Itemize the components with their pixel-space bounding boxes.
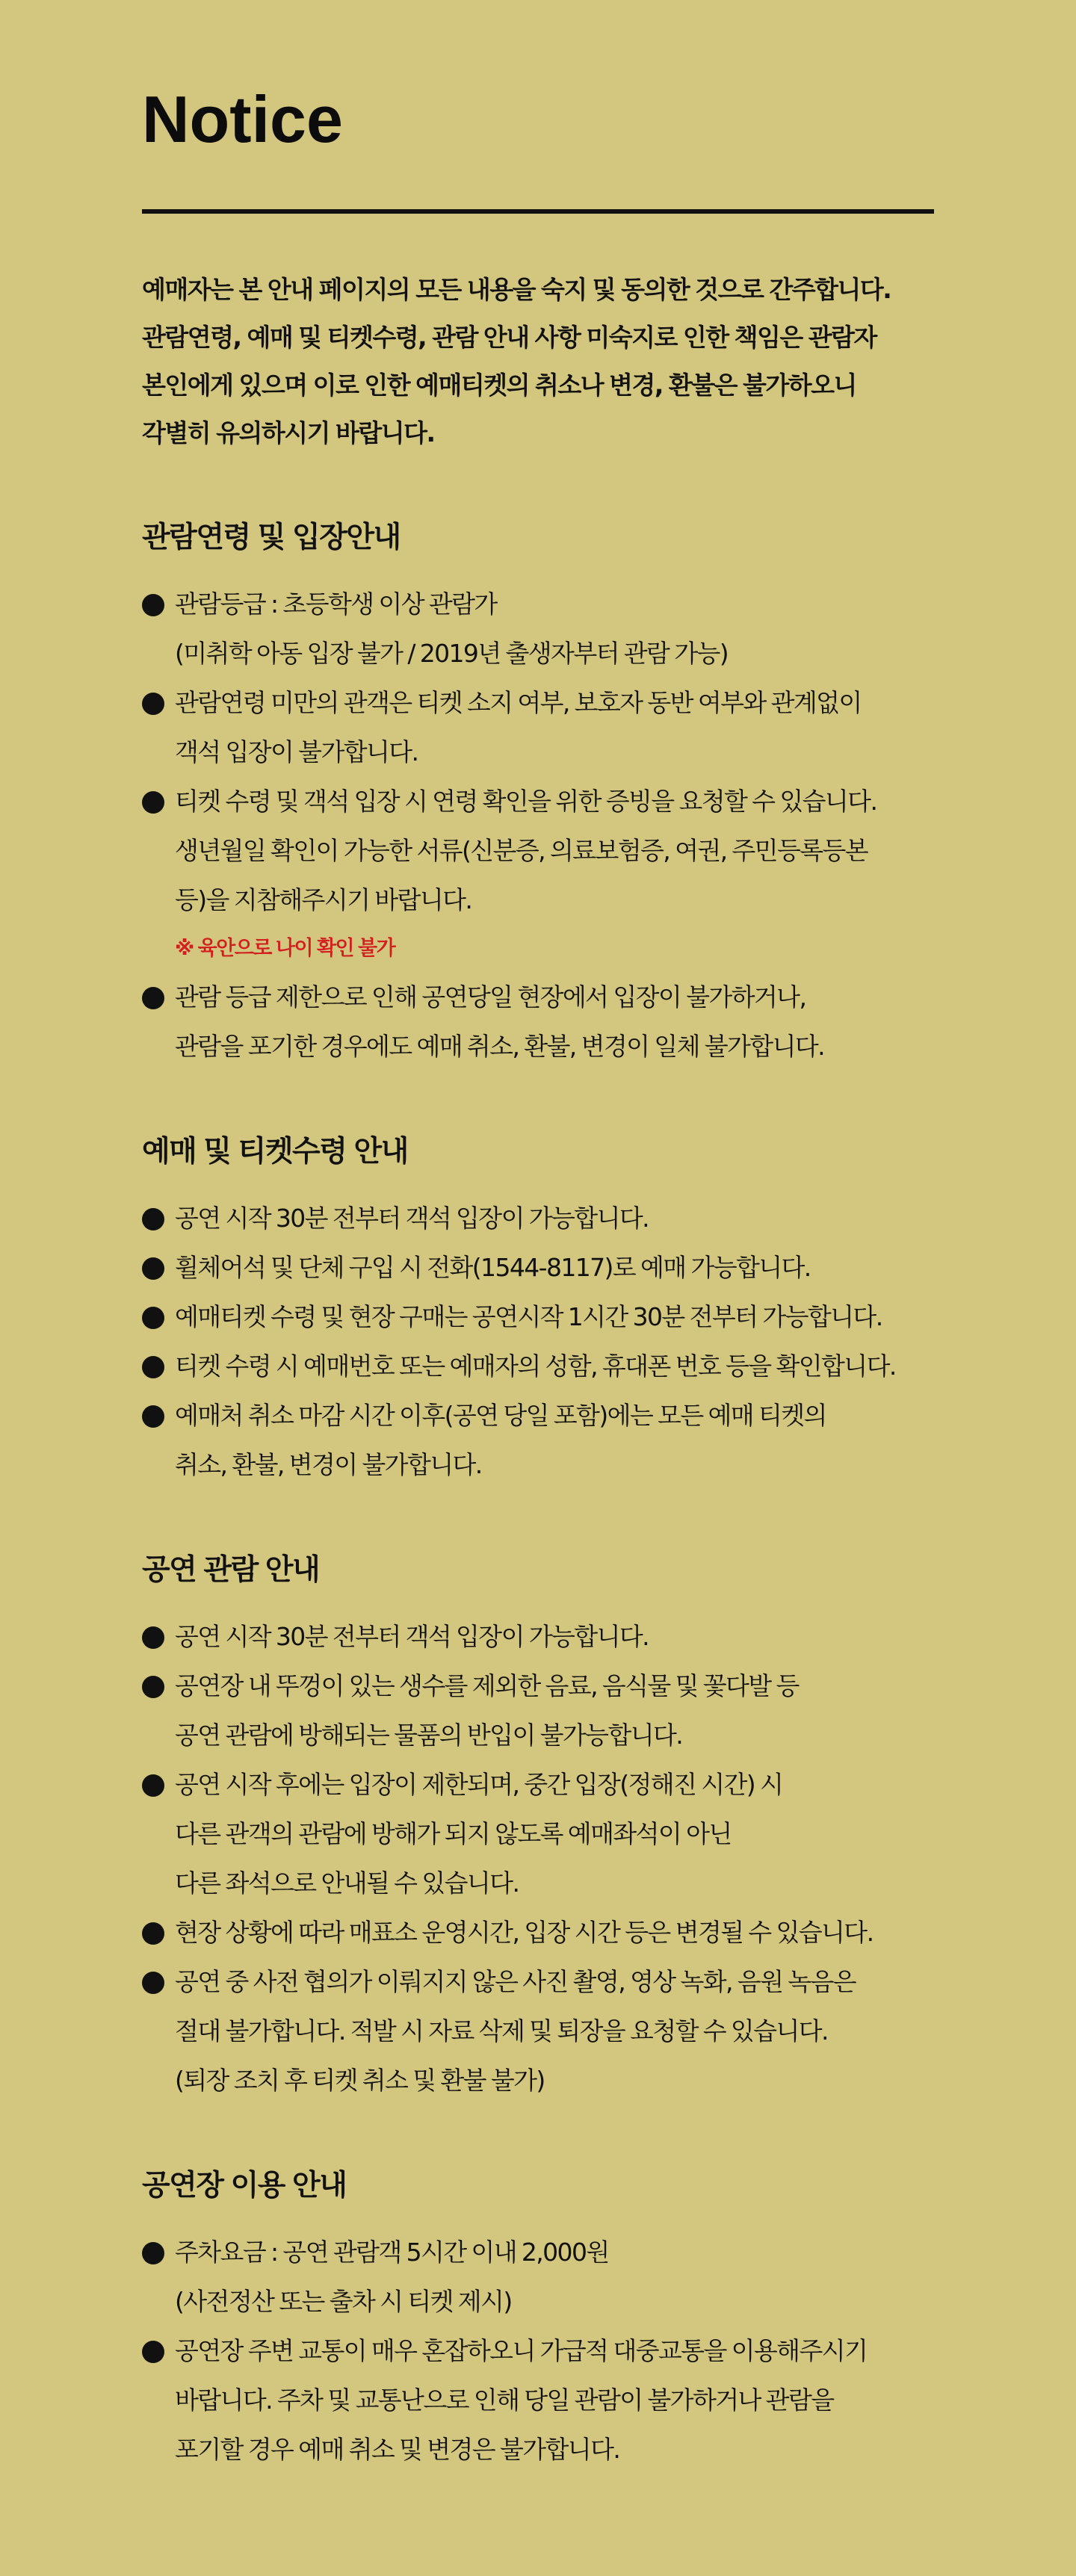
section-title: 공연 관람 안내: [142, 1553, 320, 1587]
bullet-icon: [142, 791, 164, 814]
section-booking-ticket: [142, 1130, 949, 1490]
list-item-text: 공연장 주변 교통이 매우 혼잡하오니 가급적 대중교통을 이용해주시기: [175, 2336, 868, 2365]
list-item: [142, 1908, 949, 1957]
list-item-text: 공연 시작 후에는 입장이 제한되며, 중간 입장(정해진 시간) 시: [175, 1770, 783, 1799]
list-item-text: (퇴장 조치 후 티켓 취소 및 환불 불가): [175, 2066, 545, 2095]
list-item-text: 관람을 포기한 경우에도 예매 취소, 환불, 변경이 일체 불가합니다.: [175, 1032, 825, 1061]
list-item-text: 공연 중 사전 협의가 이뤄지지 않은 사진 촬영, 영상 녹화, 음원 녹음은: [175, 1967, 856, 1996]
bullet-icon: [142, 1307, 164, 1329]
list-item-text: 현장 상황에 따라 매표소 운영시간, 입장 시간 등은 변경될 수 있습니다.: [175, 1918, 874, 1947]
intro-line: 관람연령, 예매 및 티켓수령, 관람 안내 사항 미숙지로 인한 책임은 관람자: [142, 323, 876, 352]
notice-sections: [142, 515, 949, 2474]
bullet-icon: [142, 2341, 164, 2363]
intro-line: 예매자는 본 안내 페이지의 모든 내용을 숙지 및 동의한 것으로 간주합니다.: [142, 275, 891, 304]
list-item-text: 바랍니다. 주차 및 교통난으로 인해 당일 관람이 불가하거나 관람을: [175, 2385, 834, 2415]
bullet-icon: [142, 1208, 164, 1230]
list-item-text: 객석 입장이 불가합니다.: [175, 737, 418, 767]
list-item-text: 주차요금 : 공연 관람객 5시간 이내 2,000원: [175, 2238, 609, 2267]
bullet-icon: [142, 1257, 164, 1280]
list-item: [142, 1391, 949, 1490]
list-item-text: (미취학 아동 입장 불가 / 2019년 출생자부터 관람 가능): [175, 639, 729, 668]
bullet-icon: [142, 1922, 164, 1945]
list-item-text: 공연 관람에 방해되는 물품의 반입이 불가능합니다.: [175, 1721, 683, 1750]
bullet-icon: [142, 1405, 164, 1428]
intro-line: 본인에게 있으며 이로 인한 예매티켓의 취소나 변경, 환불은 불가하오니: [142, 371, 856, 400]
intro-line: 각별히 유의하시기 바랍니다.: [142, 418, 435, 448]
list-item-text: 관람연령 미만의 관객은 티켓 소지 여부, 보호자 동반 여부와 관계없이: [175, 688, 862, 717]
list-item-text: 예매티켓 수령 및 현장 구매는 공연시작 1시간 30분 전부터 가능합니다.: [175, 1302, 882, 1331]
list-item: [142, 2228, 949, 2326]
page-title: Notice: [142, 82, 343, 156]
list-item: [142, 580, 949, 678]
list-item-text: 등)을 지참해주시기 바랍니다.: [175, 885, 472, 914]
list-item: [142, 1342, 949, 1391]
list-item-text: 공연장 내 뚜껑이 있는 생수를 제외한 음료, 음식물 및 꽃다발 등: [175, 1671, 799, 1700]
intro-paragraph: [142, 266, 949, 457]
list-item: [142, 1662, 949, 1760]
list-item-text: 공연 시작 30분 전부터 객석 입장이 가능합니다.: [175, 1622, 649, 1651]
bullet-icon: [142, 1356, 164, 1378]
list-item: [142, 1760, 949, 1908]
list-item-text: 절대 불가합니다. 적발 시 자료 삭제 및 퇴장을 요청할 수 있습니다.: [175, 2016, 828, 2046]
list-item-text: 포기할 경우 예매 취소 및 변경은 불가합니다.: [175, 2435, 620, 2464]
notice-content: [142, 67, 949, 2474]
list-item: [142, 678, 949, 777]
list-item: [142, 1194, 949, 1243]
list-item: [142, 1612, 949, 1662]
list-item-text: 관람 등급 제한으로 인해 공연당일 현장에서 입장이 불가하거나,: [175, 982, 806, 1012]
section-venue: [142, 2164, 949, 2474]
bullet-icon: [142, 1676, 164, 1698]
list-item-text: 관람등급 : 초등학생 이상 관람가: [175, 589, 497, 619]
list-item-text: 다른 관객의 관람에 방해가 되지 않도록 예매좌석이 아닌: [175, 1819, 732, 1848]
bullet-icon: [142, 594, 164, 616]
bullet-icon: [142, 1774, 164, 1797]
list-item-text: 휠체어석 및 단체 구입 시 전화(1544-8117)로 예매 가능합니다.: [175, 1253, 811, 1282]
list-item: [142, 1243, 949, 1292]
bullet-icon: [142, 1626, 164, 1649]
list-item-text: 생년월일 확인이 가능한 서류(신분증, 의료보험증, 여권, 주민등록등본: [175, 836, 868, 865]
warning-note: ※ 육안으로 나이 확인 불가: [175, 937, 395, 960]
list-item: [142, 1292, 949, 1342]
list-item: [142, 2326, 949, 2474]
list-item: [142, 777, 949, 973]
section-title: 공연장 이용 안내: [142, 2169, 347, 2202]
section-age-entry: [142, 515, 949, 1071]
list-item-text: 취소, 환불, 변경이 불가합니다.: [175, 1450, 482, 1479]
list-item-text: 다른 좌석으로 안내될 수 있습니다.: [175, 1868, 519, 1898]
bullet-icon: [142, 987, 164, 1009]
section-performance: [142, 1548, 949, 2105]
section-title: 관람연령 및 입장안내: [142, 521, 401, 554]
list-item-text: 티켓 수령 시 예매번호 또는 예매자의 성함, 휴대폰 번호 등을 확인합니다.: [175, 1352, 896, 1381]
list-item-text: (사전정산 또는 출차 시 티켓 제시): [175, 2287, 512, 2316]
list-item-text: 공연 시작 30분 전부터 객석 입장이 가능합니다.: [175, 1204, 649, 1233]
list-item-text: 티켓 수령 및 객석 입장 시 연령 확인을 위한 증빙을 요청할 수 있습니다.: [175, 787, 877, 816]
title-divider: [142, 209, 934, 214]
list-item: [142, 973, 949, 1071]
bullet-icon: [142, 2242, 164, 2264]
list-item-text: 예매처 취소 마감 시간 이후(공연 당일 포함)에는 모든 예매 티켓의: [175, 1401, 826, 1430]
list-item: [142, 1957, 949, 2105]
bullet-icon: [142, 1972, 164, 1994]
bullet-icon: [142, 693, 164, 715]
section-title: 예매 및 티켓수령 안내: [142, 1135, 408, 1168]
